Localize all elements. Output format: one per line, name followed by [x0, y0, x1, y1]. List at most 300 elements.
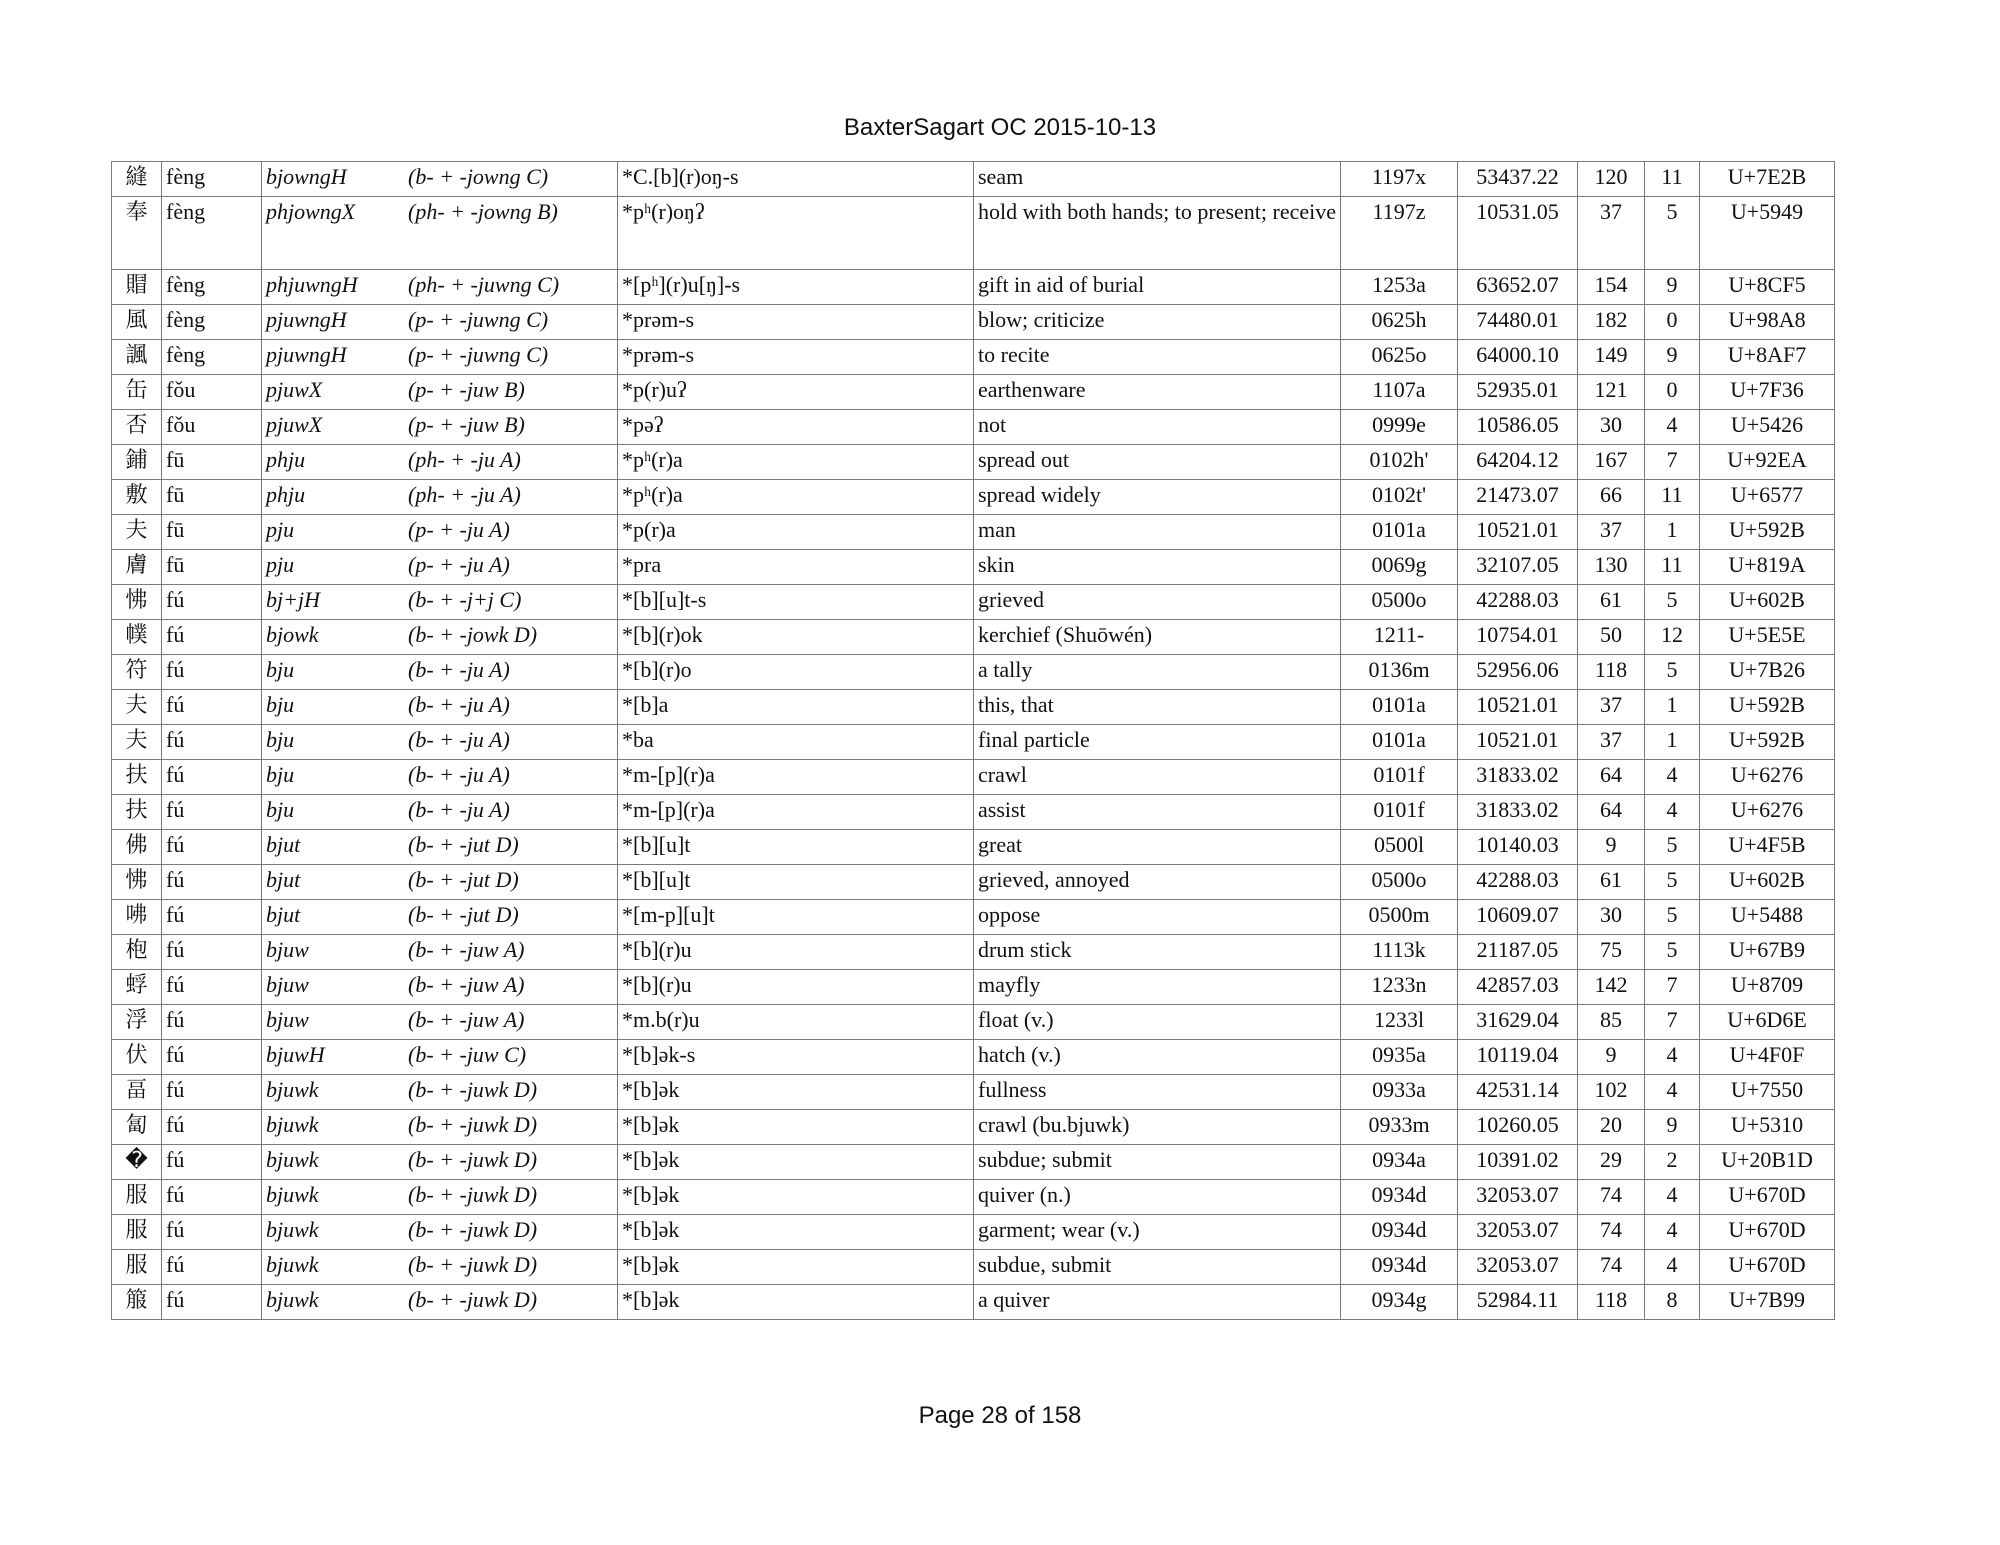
middle-chinese-cell [262, 305, 618, 340]
middle-chinese-cell [262, 550, 618, 585]
hyd-cell: 32053.07 [1458, 1180, 1578, 1215]
middle-chinese-cell [262, 480, 618, 515]
strokes-cell: 2 [1645, 1145, 1700, 1180]
gloss-cell: float (v.) [974, 1005, 1341, 1040]
middle-chinese-cell [262, 375, 618, 410]
character-cell: 畐 [112, 1075, 162, 1110]
radical-cell: 37 [1578, 725, 1645, 760]
radical-cell: 29 [1578, 1145, 1645, 1180]
mc-analysis: (b- + -juw A) [408, 937, 525, 962]
pinyin-cell: fú [162, 900, 262, 935]
old-chinese-cell: *[b]ək [618, 1075, 974, 1110]
middle-chinese-cell [262, 795, 618, 830]
middle-chinese-cell [262, 830, 618, 865]
mc-reading: bj+jH [266, 587, 320, 612]
gloss-cell: skin [974, 550, 1341, 585]
mc-reading: pju [266, 552, 295, 577]
table-row [112, 900, 1835, 935]
pinyin-cell: fú [162, 1285, 262, 1320]
mc-reading: phjuwngH [266, 272, 358, 297]
unicode-cell: U+98A8 [1700, 305, 1835, 340]
old-chinese-cell: *[b](r)ok [618, 620, 974, 655]
table-row [112, 1075, 1835, 1110]
mc-reading: bjut [266, 902, 301, 927]
unicode-cell: U+4F0F [1700, 1040, 1835, 1075]
unicode-cell: U+20B1D [1700, 1145, 1835, 1180]
gsr-cell: 0102h' [1341, 445, 1458, 480]
mc-analysis: (ph- + -ju A) [408, 447, 521, 472]
pinyin-cell: fú [162, 1180, 262, 1215]
unicode-cell: U+670D [1700, 1180, 1835, 1215]
character-cell: 匐 [112, 1110, 162, 1145]
mc-analysis: (b- + -ju A) [408, 657, 510, 682]
strokes-cell: 4 [1645, 795, 1700, 830]
gloss-cell: a tally [974, 655, 1341, 690]
character-cell: 服 [112, 1215, 162, 1250]
pinyin-cell: fú [162, 760, 262, 795]
gloss-cell: hold with both hands; to present; receive [974, 197, 1341, 270]
radical-cell: 154 [1578, 270, 1645, 305]
table-row [112, 1250, 1835, 1285]
old-chinese-cell: *[b]a [618, 690, 974, 725]
middle-chinese-cell [262, 410, 618, 445]
character-cell: 咈 [112, 900, 162, 935]
pinyin-cell: fèng [162, 305, 262, 340]
gloss-cell: assist [974, 795, 1341, 830]
middle-chinese-cell [262, 197, 618, 270]
middle-chinese-cell [262, 1180, 618, 1215]
old-chinese-cell: *[b]ək [618, 1145, 974, 1180]
radical-cell: 118 [1578, 655, 1645, 690]
old-chinese-cell: *[b]ək [618, 1285, 974, 1320]
strokes-cell: 7 [1645, 1005, 1700, 1040]
character-cell: 扶 [112, 760, 162, 795]
gloss-cell: kerchief (Shuōwén) [974, 620, 1341, 655]
hyd-cell: 10586.05 [1458, 410, 1578, 445]
pinyin-cell: fú [162, 690, 262, 725]
mc-analysis: (b- + -ju A) [408, 762, 510, 787]
page-number: Page 28 of 158 [918, 1402, 1082, 1429]
mc-analysis: (ph- + -ju A) [408, 482, 521, 507]
unicode-cell: U+4F5B [1700, 830, 1835, 865]
table-row [112, 585, 1835, 620]
character-cell: 否 [112, 410, 162, 445]
mc-reading: phju [266, 447, 306, 472]
table-row [112, 550, 1835, 585]
mc-reading: bju [266, 692, 295, 717]
mc-reading: bjut [266, 832, 301, 857]
radical-cell: 61 [1578, 865, 1645, 900]
strokes-cell: 4 [1645, 1180, 1700, 1215]
radical-cell: 61 [1578, 585, 1645, 620]
old-chinese-cell: *[m-p][u]t [618, 900, 974, 935]
old-chinese-cell: *ba [618, 725, 974, 760]
gloss-cell: seam [974, 162, 1341, 197]
mc-reading: bjuwk [266, 1252, 319, 1277]
middle-chinese-cell [262, 340, 618, 375]
old-chinese-cell: *[b]ək [618, 1215, 974, 1250]
gsr-cell: 0934d [1341, 1250, 1458, 1285]
old-chinese-cell: *prəm-s [618, 305, 974, 340]
strokes-cell: 5 [1645, 585, 1700, 620]
radical-cell: 121 [1578, 375, 1645, 410]
hyd-cell: 42857.03 [1458, 970, 1578, 1005]
strokes-cell: 5 [1645, 655, 1700, 690]
mc-reading: bjuwk [266, 1287, 319, 1312]
radical-cell: 20 [1578, 1110, 1645, 1145]
unicode-cell: U+592B [1700, 690, 1835, 725]
middle-chinese-cell [262, 1285, 618, 1320]
gsr-cell: 0136m [1341, 655, 1458, 690]
old-chinese-cell: *pʰ(r)a [618, 480, 974, 515]
hyd-cell: 52935.01 [1458, 375, 1578, 410]
character-cell: 浮 [112, 1005, 162, 1040]
unicode-cell: U+592B [1700, 515, 1835, 550]
mc-reading: bjuwk [266, 1147, 319, 1172]
radical-cell: 30 [1578, 410, 1645, 445]
hyd-cell: 52984.11 [1458, 1285, 1578, 1320]
gloss-cell: crawl (bu.bjuwk) [974, 1110, 1341, 1145]
old-chinese-cell: *m-[p](r)a [618, 760, 974, 795]
pinyin-cell: fèng [162, 270, 262, 305]
old-chinese-cell: *[b][u]t [618, 865, 974, 900]
radical-cell: 102 [1578, 1075, 1645, 1110]
radical-cell: 130 [1578, 550, 1645, 585]
middle-chinese-cell [262, 515, 618, 550]
pinyin-cell: fú [162, 1075, 262, 1110]
gsr-cell: 0934g [1341, 1285, 1458, 1320]
table-row [112, 162, 1835, 197]
strokes-cell: 1 [1645, 515, 1700, 550]
middle-chinese-cell [262, 655, 618, 690]
mc-analysis: (ph- + -jowng B) [408, 199, 558, 224]
unicode-cell: U+7F36 [1700, 375, 1835, 410]
mc-reading: phju [266, 482, 306, 507]
mc-analysis: (b- + -juwk D) [408, 1287, 538, 1312]
unicode-cell: U+602B [1700, 585, 1835, 620]
gsr-cell: 1211- [1341, 620, 1458, 655]
unicode-cell: U+7E2B [1700, 162, 1835, 197]
hyd-cell: 42288.03 [1458, 865, 1578, 900]
gsr-cell: 1253a [1341, 270, 1458, 305]
unicode-cell: U+8CF5 [1700, 270, 1835, 305]
gsr-cell: 0934d [1341, 1215, 1458, 1250]
pinyin-cell: fú [162, 1040, 262, 1075]
unicode-cell: U+670D [1700, 1215, 1835, 1250]
hyd-cell: 10531.05 [1458, 197, 1578, 270]
unicode-cell: U+6D6E [1700, 1005, 1835, 1040]
unicode-cell: U+5426 [1700, 410, 1835, 445]
radical-cell: 74 [1578, 1180, 1645, 1215]
character-cell: 佛 [112, 830, 162, 865]
mc-analysis: (b- + -jowk D) [408, 622, 538, 647]
old-chinese-cell: *[b][u]t-s [618, 585, 974, 620]
gloss-cell: gift in aid of burial [974, 270, 1341, 305]
unicode-cell: U+602B [1700, 865, 1835, 900]
old-chinese-cell: *[pʰ](r)u[ŋ]-s [618, 270, 974, 305]
gloss-cell: spread out [974, 445, 1341, 480]
strokes-cell: 0 [1645, 375, 1700, 410]
pinyin-cell: fú [162, 795, 262, 830]
mc-analysis: (p- + -juw B) [408, 377, 525, 402]
table-row [112, 1110, 1835, 1145]
unicode-cell: U+67B9 [1700, 935, 1835, 970]
hyd-cell: 42531.14 [1458, 1075, 1578, 1110]
mc-analysis: (b- + -ju A) [408, 692, 510, 717]
unicode-cell: U+8709 [1700, 970, 1835, 1005]
strokes-cell: 4 [1645, 760, 1700, 795]
mc-reading: bjuwk [266, 1112, 319, 1137]
gsr-cell: 0934a [1341, 1145, 1458, 1180]
hyd-cell: 21473.07 [1458, 480, 1578, 515]
pinyin-cell: fú [162, 620, 262, 655]
middle-chinese-cell [262, 1250, 618, 1285]
table-row [112, 480, 1835, 515]
hyd-cell: 31833.02 [1458, 760, 1578, 795]
pinyin-cell: fèng [162, 340, 262, 375]
gloss-cell: great [974, 830, 1341, 865]
mc-reading: bjuwk [266, 1217, 319, 1242]
radical-cell: 37 [1578, 690, 1645, 725]
middle-chinese-cell [262, 900, 618, 935]
radical-cell: 37 [1578, 515, 1645, 550]
pinyin-cell: fú [162, 1250, 262, 1285]
table-row [112, 1040, 1835, 1075]
gsr-cell: 1113k [1341, 935, 1458, 970]
middle-chinese-cell [262, 1145, 618, 1180]
character-cell: 奉 [112, 197, 162, 270]
table-row [112, 1215, 1835, 1250]
hyd-cell: 10391.02 [1458, 1145, 1578, 1180]
character-cell: 幞 [112, 620, 162, 655]
unicode-cell: U+6276 [1700, 795, 1835, 830]
old-chinese-cell: *[b]ək [618, 1110, 974, 1145]
table-row [112, 690, 1835, 725]
middle-chinese-cell [262, 690, 618, 725]
mc-analysis: (b- + -juwk D) [408, 1182, 538, 1207]
mc-analysis: (b- + -juwk D) [408, 1077, 538, 1102]
pinyin-cell: fú [162, 1145, 262, 1180]
mc-reading: bjowk [266, 622, 319, 647]
strokes-cell: 0 [1645, 305, 1700, 340]
character-cell: 扶 [112, 795, 162, 830]
character-cell: 膚 [112, 550, 162, 585]
pinyin-cell: fū [162, 445, 262, 480]
radical-cell: 74 [1578, 1250, 1645, 1285]
mc-reading: pjuwX [266, 412, 323, 437]
gloss-cell: not [974, 410, 1341, 445]
strokes-cell: 1 [1645, 690, 1700, 725]
middle-chinese-cell [262, 1005, 618, 1040]
gsr-cell: 0935a [1341, 1040, 1458, 1075]
pinyin-cell: fū [162, 480, 262, 515]
strokes-cell: 5 [1645, 865, 1700, 900]
old-chinese-cell: *pʰ(r)oŋʔ [618, 197, 974, 270]
gsr-cell: 0500o [1341, 585, 1458, 620]
radical-cell: 50 [1578, 620, 1645, 655]
hyd-cell: 10140.03 [1458, 830, 1578, 865]
character-cell: 蜉 [112, 970, 162, 1005]
table-row [112, 197, 1835, 270]
table-row [112, 970, 1835, 1005]
mc-analysis: (b- + -juwk D) [408, 1252, 538, 1277]
middle-chinese-cell [262, 1075, 618, 1110]
gloss-cell: to recite [974, 340, 1341, 375]
character-cell: 服 [112, 1250, 162, 1285]
radical-cell: 64 [1578, 795, 1645, 830]
mc-analysis: (b- + -ju A) [408, 797, 510, 822]
hyd-cell: 31629.04 [1458, 1005, 1578, 1040]
unicode-cell: U+8AF7 [1700, 340, 1835, 375]
gloss-cell: man [974, 515, 1341, 550]
hyd-cell: 52956.06 [1458, 655, 1578, 690]
gsr-cell: 1233n [1341, 970, 1458, 1005]
gsr-cell: 0101a [1341, 725, 1458, 760]
lexicon-table [111, 161, 1835, 1320]
strokes-cell: 8 [1645, 1285, 1700, 1320]
old-chinese-cell: *pəʔ [618, 410, 974, 445]
table-row [112, 620, 1835, 655]
mc-reading: bjuwk [266, 1077, 319, 1102]
unicode-cell: U+7550 [1700, 1075, 1835, 1110]
middle-chinese-cell [262, 270, 618, 305]
gloss-cell: hatch (v.) [974, 1040, 1341, 1075]
middle-chinese-cell [262, 760, 618, 795]
hyd-cell: 10119.04 [1458, 1040, 1578, 1075]
lexicon-table-body [112, 162, 1835, 1320]
old-chinese-cell: *p(r)uʔ [618, 375, 974, 410]
gsr-cell: 1197x [1341, 162, 1458, 197]
mc-reading: bjuw [266, 972, 309, 997]
radical-cell: 85 [1578, 1005, 1645, 1040]
strokes-cell: 11 [1645, 480, 1700, 515]
strokes-cell: 1 [1645, 725, 1700, 760]
unicode-cell: U+6577 [1700, 480, 1835, 515]
hyd-cell: 53437.22 [1458, 162, 1578, 197]
hyd-cell: 64000.10 [1458, 340, 1578, 375]
hyd-cell: 63652.07 [1458, 270, 1578, 305]
table-row [112, 515, 1835, 550]
table-row [112, 795, 1835, 830]
mc-reading: pjuwngH [266, 342, 347, 367]
character-cell: 鋪 [112, 445, 162, 480]
character-cell: � [112, 1145, 162, 1180]
strokes-cell: 7 [1645, 970, 1700, 1005]
strokes-cell: 5 [1645, 830, 1700, 865]
mc-reading: bjowngH [266, 164, 347, 189]
radical-cell: 120 [1578, 162, 1645, 197]
gloss-cell: mayfly [974, 970, 1341, 1005]
hyd-cell: 32107.05 [1458, 550, 1578, 585]
unicode-cell: U+819A [1700, 550, 1835, 585]
old-chinese-cell: *[b]ək-s [618, 1040, 974, 1075]
pinyin-cell: fú [162, 970, 262, 1005]
gsr-cell: 0625o [1341, 340, 1458, 375]
gsr-cell: 0933a [1341, 1075, 1458, 1110]
radical-cell: 167 [1578, 445, 1645, 480]
strokes-cell: 4 [1645, 410, 1700, 445]
pinyin-cell: fèng [162, 162, 262, 197]
hyd-cell: 10754.01 [1458, 620, 1578, 655]
gsr-cell: 0934d [1341, 1180, 1458, 1215]
mc-analysis: (p- + -juw B) [408, 412, 525, 437]
mc-reading: pju [266, 517, 295, 542]
gsr-cell: 0500m [1341, 900, 1458, 935]
old-chinese-cell: *m-[p](r)a [618, 795, 974, 830]
pinyin-cell: fú [162, 1110, 262, 1145]
gloss-cell: drum stick [974, 935, 1341, 970]
radical-cell: 66 [1578, 480, 1645, 515]
mc-reading: bju [266, 797, 295, 822]
old-chinese-cell: *[b](r)o [618, 655, 974, 690]
gsr-cell: 0933m [1341, 1110, 1458, 1145]
hyd-cell: 74480.01 [1458, 305, 1578, 340]
character-cell: 服 [112, 1180, 162, 1215]
pinyin-cell: fú [162, 830, 262, 865]
mc-reading: bju [266, 762, 295, 787]
middle-chinese-cell [262, 1215, 618, 1250]
mc-analysis: (b- + -jowng C) [408, 164, 549, 189]
mc-reading: pjuwngH [266, 307, 347, 332]
character-cell: 枹 [112, 935, 162, 970]
middle-chinese-cell [262, 725, 618, 760]
gsr-cell: 1233l [1341, 1005, 1458, 1040]
mc-analysis: (b- + -juwk D) [408, 1147, 538, 1172]
gloss-cell: crawl [974, 760, 1341, 795]
strokes-cell: 4 [1645, 1040, 1700, 1075]
character-cell: 缶 [112, 375, 162, 410]
character-cell: 夫 [112, 725, 162, 760]
character-cell: 符 [112, 655, 162, 690]
pinyin-cell: fú [162, 725, 262, 760]
character-cell: 夫 [112, 515, 162, 550]
mc-reading: pjuwX [266, 377, 323, 402]
mc-reading: bjut [266, 867, 301, 892]
mc-reading: bju [266, 657, 295, 682]
character-cell: 風 [112, 305, 162, 340]
gloss-cell: fullness [974, 1075, 1341, 1110]
mc-analysis: (b- + -ju A) [408, 727, 510, 752]
table-row [112, 410, 1835, 445]
hyd-cell: 32053.07 [1458, 1215, 1578, 1250]
table-row [112, 375, 1835, 410]
old-chinese-cell: *pra [618, 550, 974, 585]
table-row [112, 655, 1835, 690]
mc-analysis: (b- + -jut D) [408, 867, 519, 892]
mc-analysis: (p- + -ju A) [408, 552, 510, 577]
hyd-cell: 31833.02 [1458, 795, 1578, 830]
unicode-cell: U+5949 [1700, 197, 1835, 270]
radical-cell: 75 [1578, 935, 1645, 970]
strokes-cell: 4 [1645, 1075, 1700, 1110]
radical-cell: 142 [1578, 970, 1645, 1005]
gsr-cell: 0625h [1341, 305, 1458, 340]
unicode-cell: U+7B99 [1700, 1285, 1835, 1320]
gloss-cell: final particle [974, 725, 1341, 760]
radical-cell: 118 [1578, 1285, 1645, 1320]
hyd-cell: 10260.05 [1458, 1110, 1578, 1145]
middle-chinese-cell [262, 970, 618, 1005]
page-title: BaxterSagart OC 2015-10-13 [843, 114, 1157, 141]
pinyin-cell: fú [162, 585, 262, 620]
strokes-cell: 9 [1645, 340, 1700, 375]
table-row [112, 830, 1835, 865]
old-chinese-cell: *p(r)a [618, 515, 974, 550]
middle-chinese-cell [262, 1110, 618, 1145]
radical-cell: 74 [1578, 1215, 1645, 1250]
old-chinese-cell: *prəm-s [618, 340, 974, 375]
old-chinese-cell: *[b](r)u [618, 970, 974, 1005]
